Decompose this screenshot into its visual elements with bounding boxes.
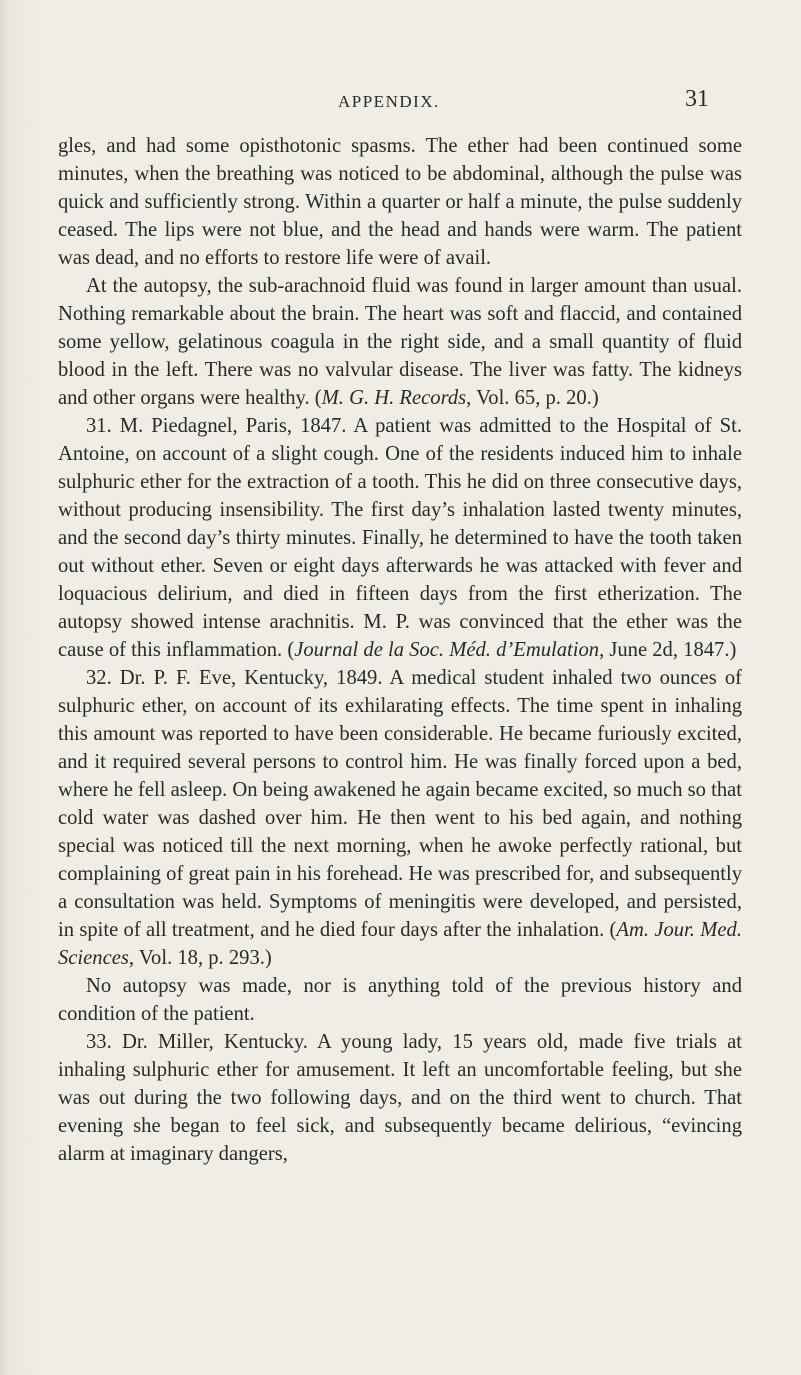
text-run: 33. Dr. Miller, Kentucky. A young lady, 15 years old, made five trials at inhaling sulphuric ether for amusement. It left an uncomfortable feeling, but she was out during the two following days, and on the third went to church. That evening she began to feel sick, and subsequently became delirious, “evincing alarm at imaginary dangers, bbox=[58, 1031, 742, 1165]
citation-title: Journal de la Soc. Méd. d’Emulation bbox=[294, 639, 600, 661]
citation-title: Am. Jour. Med. Sciences bbox=[58, 919, 742, 969]
paragraph-autopsy bbox=[58, 272, 742, 412]
body-text bbox=[58, 132, 742, 1168]
paragraph-continued bbox=[58, 132, 742, 272]
paragraph-case-33 bbox=[58, 1028, 742, 1168]
text-run: gles, and had some opisthotonic spasms. The ether had been continued some minutes, when the breathing was noticed to be abdominal, although the pulse was quick and sufficiently strong. Within a quarter or half a minute, the pulse suddenly ceased. The lips were not blue, and the head and hands were warm. The patient was dead, and no efforts to restore life were of avail. bbox=[58, 135, 742, 269]
text-run: , Vol. 18, p. 293.) bbox=[128, 947, 272, 969]
text-run: No autopsy was made, nor is anything told of the previous history and condition of the patient. bbox=[58, 975, 742, 1025]
running-head bbox=[0, 88, 801, 118]
paragraph-no-autopsy bbox=[58, 972, 742, 1028]
text-run: , June 2d, 1847.) bbox=[599, 639, 737, 661]
text-run: 32. Dr. P. F. Eve, Kentucky, 1849. A medical student inhaled two ounces of sulphuric ether, on account of its exhilarating effects. The time spent in inhaling this amount was reported to have been considerable. He became furiously excited, and it required several persons to control him. He was finally forced upon a bed, where he fell asleep. On being awakened he again became excited, so much so that cold water was dashed over him. He then went to his bed again, and nothing special was noticed till the next morning, when he awoke perfectly rational, but complaining of great pain in his forehead. He was prescribed for, and subsequently a consultation was held. Symptoms of meningitis were developed, and persisted, in spite of all treatment, and he died four days after the inhalation. ( bbox=[58, 667, 742, 941]
paragraph-case-32 bbox=[58, 664, 742, 972]
text-run: 31. M. Piedagnel, Paris, 1847. A patient was admitted to the Hospital of St. Antoine, on account of a slight cough. One of the residents induced him to inhale sulphuric ether for the extraction of a tooth. This he did on three consecutive days, without producing insensibility. The first day’s inhalation lasted twenty minutes, and the second day’s thirty minutes. Finally, he determined to have the tooth taken out without ether. Seven or eight days afterwards he was attacked with fever and loquacious delirium, and died in fifteen days from the first etherization. The autopsy showed intense arachnitis. M. P. was convinced that the ether was the cause of this inflammation. ( bbox=[58, 415, 742, 661]
text-run: At the autopsy, the sub-arachnoid fluid was found in larger amount than usual. Nothing remarkable about the brain. The heart was soft and flaccid, and contained some yellow, gelatinous coagula in the right side, and a small quantity of fluid blood in the left. There was no valvular disease. The liver was fatty. The kidneys and other organs were healthy. ( bbox=[58, 275, 742, 409]
paragraph-case-31 bbox=[58, 412, 742, 664]
citation-title: M. G. H. Records bbox=[321, 387, 467, 409]
text-run: , Vol. 65, p. 20.) bbox=[466, 387, 599, 409]
page-number: 31 bbox=[685, 86, 709, 112]
running-title: APPENDIX. bbox=[338, 92, 440, 111]
